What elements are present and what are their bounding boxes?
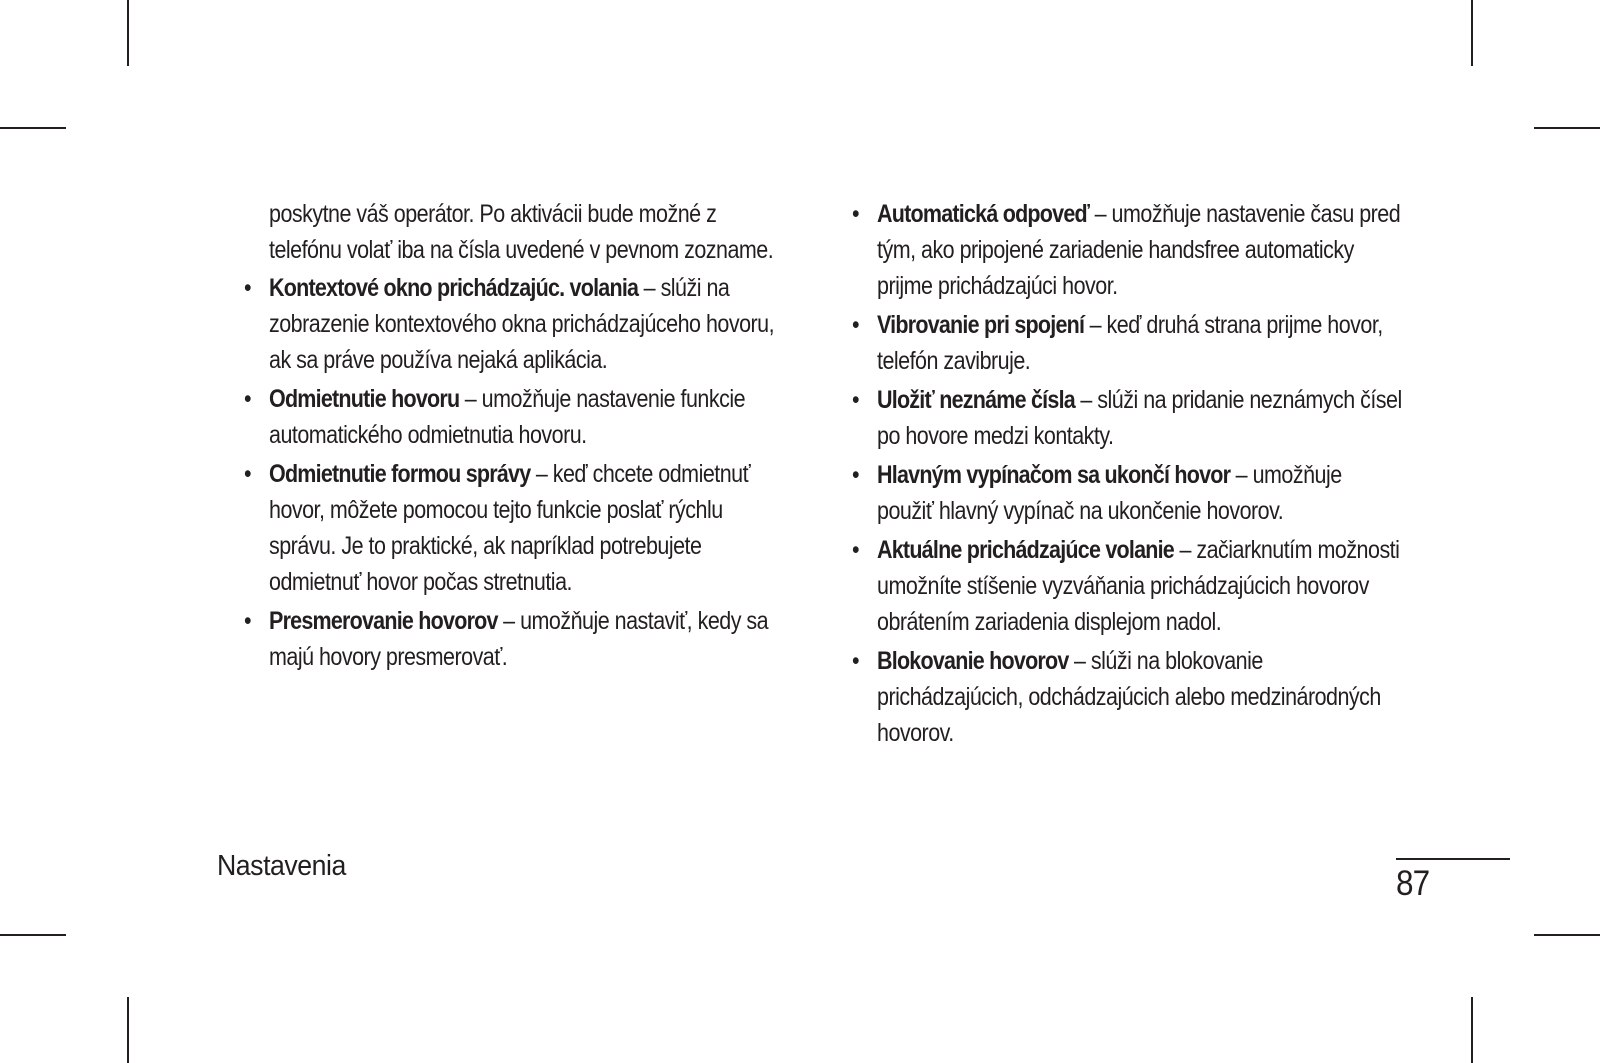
item-term: Odmietnutie hovoru	[269, 385, 460, 413]
left-column	[269, 196, 785, 678]
item-term: Kontextové okno prichádzajúc. volania	[269, 274, 639, 302]
list-item	[269, 456, 785, 600]
item-description: – umožňuje nastavenie času pred tým, ako pripojené zariadenie handsfree automaticky prijme prichádzajúci hovor.	[877, 200, 1401, 300]
item-description: – začiarknutím možnosti umožníte stíšenie vyzváňania prichádzajúcich hovorov obrátením zariadenia displejom nadol.	[877, 536, 1400, 636]
item-term: Vibrovanie pri spojení	[877, 311, 1085, 339]
page-number-rule	[1396, 858, 1510, 860]
crop-mark-bottom-left-horizontal	[0, 934, 66, 936]
crop-mark-top-left-horizontal	[0, 127, 66, 129]
crop-mark-bottom-right-vertical	[1471, 997, 1473, 1063]
page-number: 87	[1396, 864, 1430, 903]
list-item	[269, 603, 785, 675]
list-item	[877, 196, 1403, 304]
continuation-paragraph: poskytne váš operátor. Po aktivácii bude možné z telefónu volať iba na čísla uvedené v pevnom zozname.	[269, 200, 774, 264]
item-description: – umožňuje nastaviť, kedy sa majú hovory presmerovať.	[269, 607, 769, 671]
item-term: Automatická odpoveď	[877, 200, 1090, 228]
item-description: – keď chcete odmietnuť hovor, môžete pomocou tejto funkcie poslať rýchlu správu. Je to praktické, ak napríklad potrebujete odmietnuť hovor počas stretnutia.	[269, 460, 751, 596]
crop-mark-top-right-vertical	[1471, 0, 1473, 66]
item-description: – slúži na zobrazenie kontextového okna prichádzajúceho hovoru, ak sa práve používa nejaká aplikácia.	[269, 274, 775, 374]
list-item	[877, 457, 1403, 529]
item-description: – umožňuje nastavenie funkcie automatického odmietnutia hovoru.	[269, 385, 746, 449]
list-item	[877, 532, 1403, 640]
item-description: – keď druhá strana prijme hovor, telefón zavibruje.	[877, 311, 1383, 375]
item-term: Presmerovanie hovorov	[269, 607, 498, 635]
list-item	[269, 270, 785, 378]
item-term: Blokovanie hovorov	[877, 647, 1069, 675]
crop-mark-bottom-left-vertical	[127, 997, 129, 1063]
crop-mark-top-right-horizontal	[1534, 127, 1600, 129]
left-bullet-list	[269, 270, 785, 675]
crop-mark-top-left-vertical	[127, 0, 129, 66]
item-term: Hlavným vypínačom sa ukončí hovor	[877, 461, 1231, 489]
footer-section-title: Nastavenia	[217, 850, 346, 882]
item-term: Aktuálne prichádzajúce volanie	[877, 536, 1174, 564]
right-bullet-list	[877, 196, 1403, 751]
item-term: Uložiť neznáme čísla	[877, 386, 1075, 414]
item-description: – slúži na pridanie neznámych čísel po hovore medzi kontakty.	[877, 386, 1402, 450]
item-description: – slúži na blokovanie prichádzajúcich, odchádzajúcich alebo medzinárodných hovorov.	[877, 647, 1381, 747]
list-item	[877, 643, 1403, 751]
right-column	[877, 196, 1403, 754]
item-description: – umožňuje použiť hlavný vypínač na ukončenie hovorov.	[877, 461, 1342, 525]
crop-mark-bottom-right-horizontal	[1534, 934, 1600, 936]
item-term: Odmietnutie formou správy	[269, 460, 531, 488]
list-item	[877, 307, 1403, 379]
list-item	[877, 382, 1403, 454]
list-item	[269, 381, 785, 453]
